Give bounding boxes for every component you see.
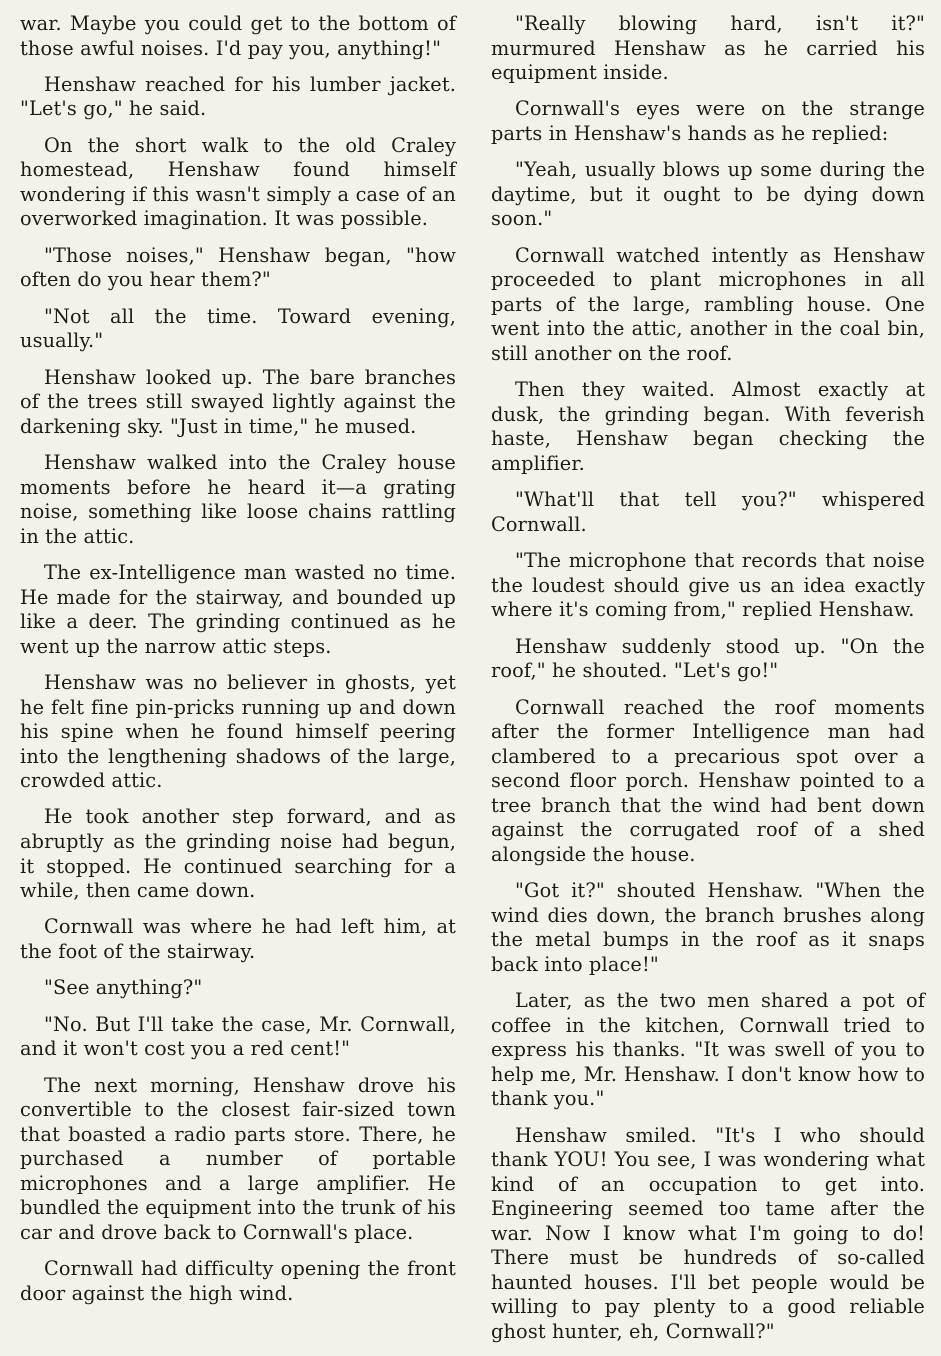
paragraph: Henshaw suddenly stood up. "On the roof," he shouted. "Let's go!" <box>491 634 925 683</box>
paragraph: "No. But I'll take the case, Mr. Cornwall, and it won't cost you a red cent!" <box>20 1012 456 1061</box>
paragraph: Cornwall's eyes were on the strange parts in Henshaw's hands as he replied: <box>491 97 925 145</box>
paragraph: "Those noises," Henshaw began, "how often do you hear them?" <box>20 243 456 292</box>
paragraph: Cornwall reached the roof moments after the former Intelligence man had clambered to a precarious spot over a second floor porch. Henshaw pointed to a tree branch that the wind had bent down against the corrugated roof of a shed alongside the house. <box>491 695 925 866</box>
paragraph: Cornwall watched intently as Henshaw proceeded to plant microphones in all parts of the large, rambling house. One went into the attic, another in the coal bin, still another on the roof. <box>491 243 925 365</box>
right-column <box>491 12 925 1356</box>
paragraph: Cornwall had difficulty opening the front door against the high wind. <box>20 1257 456 1305</box>
paragraph: Cornwall was where he had left him, at the foot of the stairway. <box>20 915 456 964</box>
paragraph: "Got it?" shouted Henshaw. "When the wind dies down, the branch brushes along the metal bumps in the roof as it snaps back into place!" <box>491 879 925 976</box>
paragraph: "The microphone that records that noise the loudest should give us an idea exactly where it's coming from," replied Henshaw. <box>491 549 925 622</box>
paragraph: Later, as the two men shared a pot of coffee in the kitchen, Cornwall tried to express his thanks. "It was swell of you to help me, Mr. Henshaw. I don't know how to thank you." <box>491 989 925 1111</box>
paragraph: Henshaw smiled. "It's I who should thank YOU! You see, I was wondering what kind of an occupation to get into. Engineering seemed too tame after the war. Now I know what I'm going to do! There must be hundreds of so-called haunted houses. I'll bet people would be willing to pay plenty to a good reliable ghost hunter, eh, Cornwall?" <box>491 1123 925 1344</box>
paragraph: "See anything?" <box>44 976 203 1000</box>
left-column <box>20 12 456 1318</box>
paragraph: "Really blowing hard, isn't it?" murmured Henshaw as he carried his equipment inside. <box>491 12 925 85</box>
paragraph: The ex-Intelligence man wasted no time. He made for the stairway, and bounded up like a deer. The grinding continued as he went up the narrow attic steps. <box>20 560 456 658</box>
paragraph: He took another step forward, and as abruptly as the grinding noise had begun, it stopped. He continued searching for a while, then came down. <box>20 805 456 903</box>
paragraph: Henshaw looked up. The bare branches of the trees still swayed lightly against the darkening sky. "Just in time," he mused. <box>20 365 456 438</box>
paragraph: "Yeah, usually blows up some during the daytime, but it ought to be dying down soon." <box>491 158 925 231</box>
paragraph: Henshaw reached for his lumber jacket. "Let's go," he said. <box>20 72 456 121</box>
paragraph: Henshaw was no believer in ghosts, yet he felt fine pin-pricks running up and down his spine when he found himself peering into the lengthening shadows of the large, crowded attic. <box>20 670 456 793</box>
paragraph: "What'll that tell you?" whispered Cornwall. <box>491 488 925 536</box>
paragraph: war. Maybe you could get to the bottom of those awful noises. I'd pay you, anything!" <box>20 12 456 60</box>
paragraph: On the short walk to the old Craley homestead, Henshaw found himself wondering if this wasn't simply a case of an overworked imagination. It was possible. <box>20 133 456 231</box>
paragraph: "Not all the time. Toward evening, usually." <box>20 304 456 353</box>
paragraph: The next morning, Henshaw drove his convertible to the closest fair-sized town that boasted a radio parts store. There, he purchased a number of portable microphones and a large amplifier. He bundled the equipment into the trunk of his car and drove back to Cornwall's place. <box>20 1073 456 1244</box>
paragraph: Henshaw walked into the Craley house moments before he heard it—a grating noise, something like loose chains rattling in the attic. <box>20 450 456 548</box>
paragraph: Then they waited. Almost exactly at dusk, the grinding began. With feverish haste, Henshaw began checking the amplifier. <box>491 378 925 475</box>
